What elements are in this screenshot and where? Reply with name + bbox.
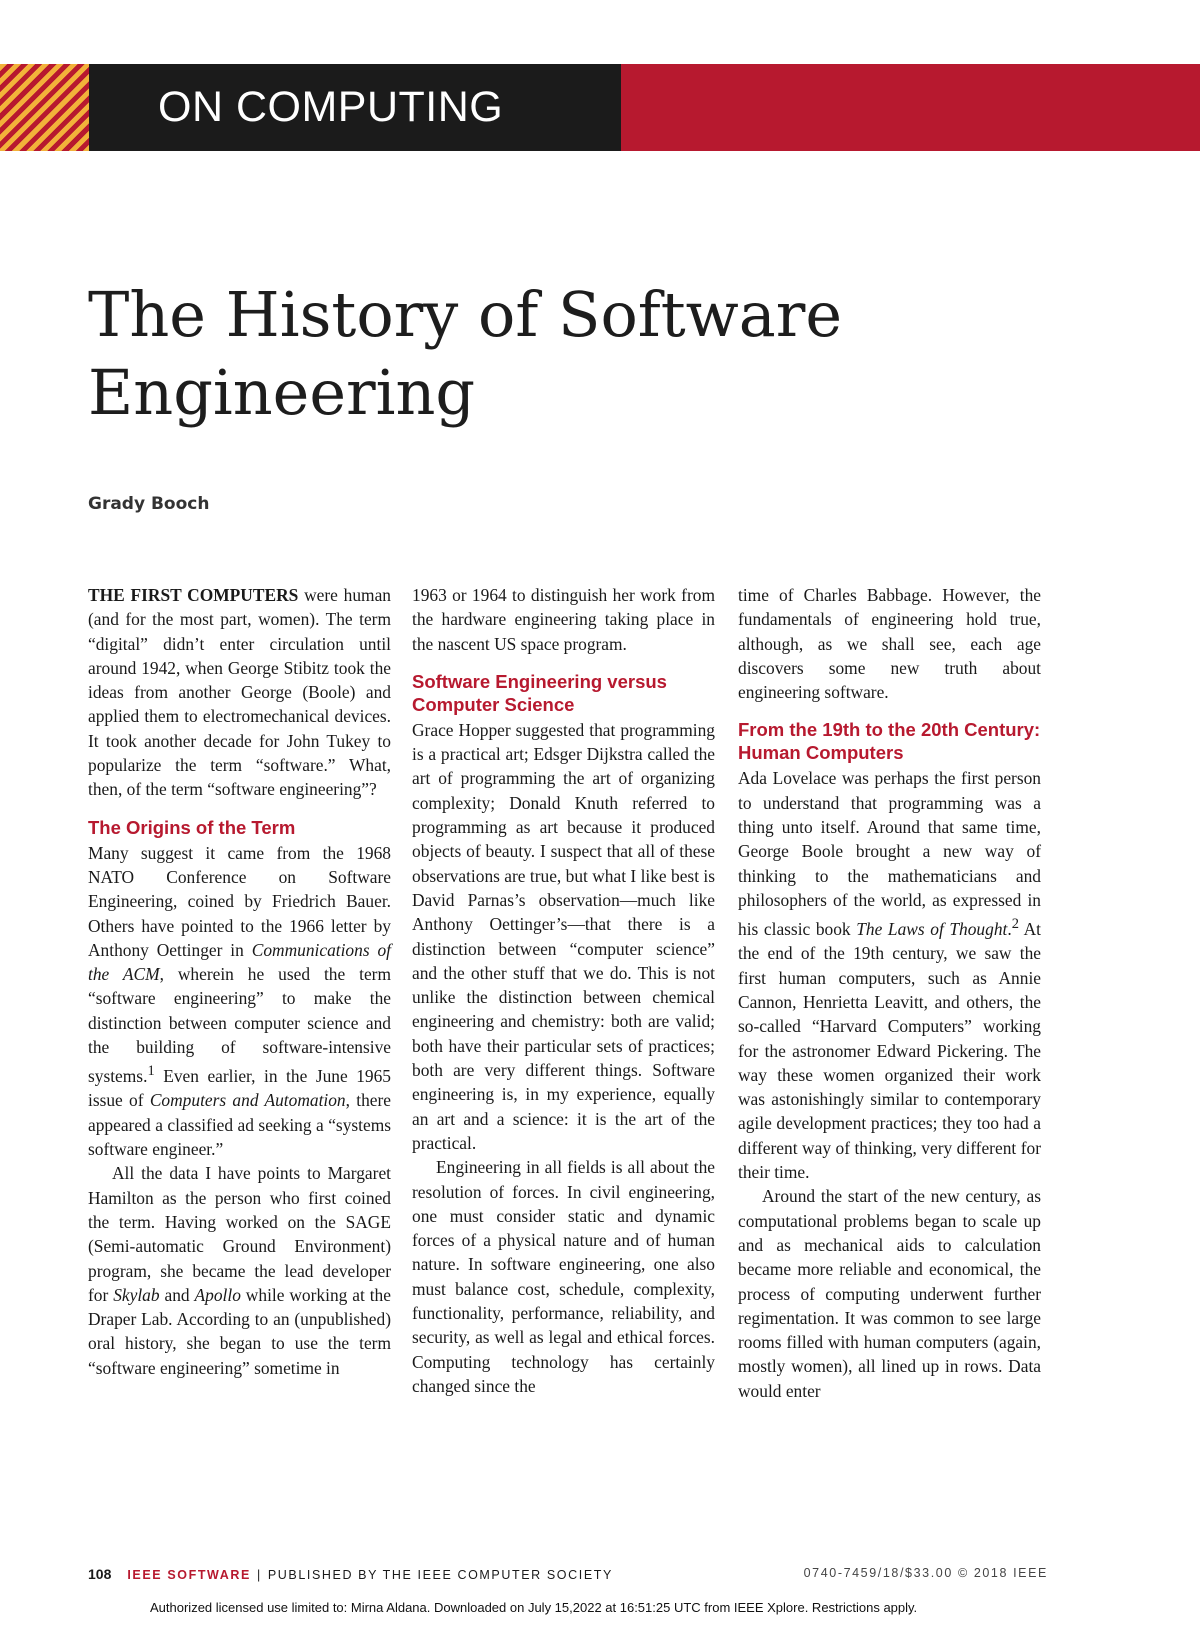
footer-separator: |: [256, 1568, 262, 1582]
paragraph: [88, 841, 391, 1162]
banner-stripes: [0, 64, 89, 151]
paragraph-text: and: [159, 1284, 195, 1305]
paragraph: [88, 583, 391, 802]
paragraph-text: , there appeared a classified ad seeking a “systems software engineer.”: [88, 1090, 392, 1160]
section-banner: [0, 64, 1200, 151]
article-author: Grady Booch: [88, 494, 210, 514]
page-footer: [88, 1566, 1048, 1582]
paragraph-text: Many suggest it came from the 1968 NATO Conference on Software Engineering, coined by Friedrich Bauer. Others have pointed to the 1966 letter by Anthony Oettinger in: [88, 842, 391, 960]
italic-text: Communications of the ACM: [88, 939, 391, 985]
paragraph-text: All the data I have points to Margaret Hamilton as the person who first coined the term. Having worked on the SAGE (Semi-automatic Ground Environment) program, she became the lead developer for: [88, 1163, 391, 1305]
paragraph: 1963 or 1964 to distinguish her work from the hardware engineering taking place in the nascent US space program.: [412, 585, 715, 654]
paragraph-text: At the end of the 19th century, we saw the first human computers, such as Annie Cannon, Henrietta Leavitt, and others, the so-called “Harvard Computers” working for the astronomer Edward Pickering. The way these women organized their work was astonishingly similar to contemporary agile development practices; they too had a different way of thinking, very different for their time.: [738, 919, 1041, 1183]
page-number: 108: [88, 1566, 112, 1582]
article-title: The History of Software Engineering: [88, 278, 843, 429]
paragraph: [88, 1161, 391, 1380]
license-notice: Authorized licensed use limited to: Mirna Aldana. Downloaded on July 15,2022 at 16:51:25 UTC from IEEE Xplore. Restrictions apply.: [150, 1600, 918, 1615]
footnote-ref[interactable]: 2: [1011, 916, 1019, 933]
paragraph: Engineering in all fields is all about the resolution of forces. In civil engineering, one must consider static and dynamic forces of a physical nature and of human nature. In software engineering, one also must balance cost, schedule, complexity, functionality, performance, reliability, and security, as well as legal and ethical forces. Computing technology has certainly changed since the: [412, 1157, 715, 1396]
italic-text: Skylab: [113, 1284, 160, 1305]
copyright-line: 0740-7459/18/$33.00 © 2018 IEEE: [803, 1566, 1048, 1580]
paragraph: Around the start of the new century, as computational problems began to scale up and as mechanical aids to calculation became more reliable and economical, the process of computing underwent further regimentation. It was common to see large rooms filled with human computers (again, mostly women), all lined up in rows. Data would enter: [738, 1186, 1041, 1401]
banner-red-block: [621, 64, 1200, 151]
paragraph: Grace Hopper suggested that programming is a practical art; Edsger Dijkstra called the art of programming the art of organizing complexity; Donald Knuth referred to programming as art because it produced objects of beauty. I suspect that all of these observations are true, but what I like best is David Parnas’s observation—much like Anthony Oettinger’s—that there is a distinction between “computer science” and the other stuff that we do. This is not unlike the distinction between chemical engineering and chemistry: both are valid; both have their particular sets of practices; both are very different things. Software engineering is, in my experience, equally an art and a science: it is the art of the practical.: [412, 719, 715, 1153]
section-label: ON COMPUTING: [158, 83, 504, 131]
subheading-origins: The Origins of the Term: [88, 816, 296, 838]
lead-in: THE FIRST COMPUTERS: [88, 585, 299, 605]
italic-text: Apollo: [194, 1284, 241, 1305]
paragraph-text: , wherein he used the term “software engineering” to make the distinction between computer science and the building of software-intensive systems.: [88, 964, 391, 1087]
subheading-se-vs-cs: Software Engineering versus Computer Science: [412, 670, 667, 715]
subheading-human-computers: From the 19th to the 20th Century: Human Computers: [738, 719, 1041, 764]
paragraph-text: Even earlier, in the June 1965 issue of: [88, 1066, 391, 1111]
publisher-line: PUBLISHED BY THE IEEE COMPUTER SOCIETY: [267, 1568, 613, 1582]
column-3: [738, 583, 1041, 1403]
footnote-ref[interactable]: 1: [147, 1063, 155, 1080]
italic-text: The Laws of Thought: [856, 919, 1008, 940]
column-2: [412, 583, 715, 1398]
column-1: [88, 583, 391, 1380]
italic-text: Computers and Automation: [149, 1090, 346, 1111]
paragraph-text: Ada Lovelace was perhaps the first person to understand that programming was a thing unto itself. Around that same time, George Boole brought a new way of thinking to the mathematicians and philosophers of the world, as expressed in his classic book: [738, 768, 1041, 940]
paragraph: Ada Lovelace was perhaps the first person to understand that programming was a thing unto itself. Around that same time, George Boole brought a new way of thinking to the mathematicians and philosophers of the world, as expressed in his classic book The Laws of Thought.$^2$ At the end of the 19th century, we saw the first human computers, such as Annie Cannon, Henrietta Leavitt, and others, the so-called “Harvard Computers” working for the astronomer Edward Pickering. The way these women organized their work was astonishingly similar to contemporary agile development practices; they too had a different way of thinking, very different for their time.: [738, 768, 1041, 1183]
journal-name: IEEE SOFTWARE: [127, 1568, 251, 1582]
paragraph-text: while working at the Draper Lab. According to an (unpublished) oral history, she began to use the term “software engineering” sometime in: [88, 1284, 391, 1378]
paragraph: time of Charles Babbage. However, the fundamentals of engineering hold true, although, as we shall see, each age discovers some new truth about engineering software.: [738, 585, 1041, 703]
paragraph-text: were human (and for the most part, women). The term “digital” didn’t enter circulation until around 1942, when George Stibitz took the ideas from another George (Boole) and applied them to electromechanical devices. It took another decade for John Tukey to popularize the term “software.” What, then, of the term “software engineering”?: [88, 585, 391, 800]
